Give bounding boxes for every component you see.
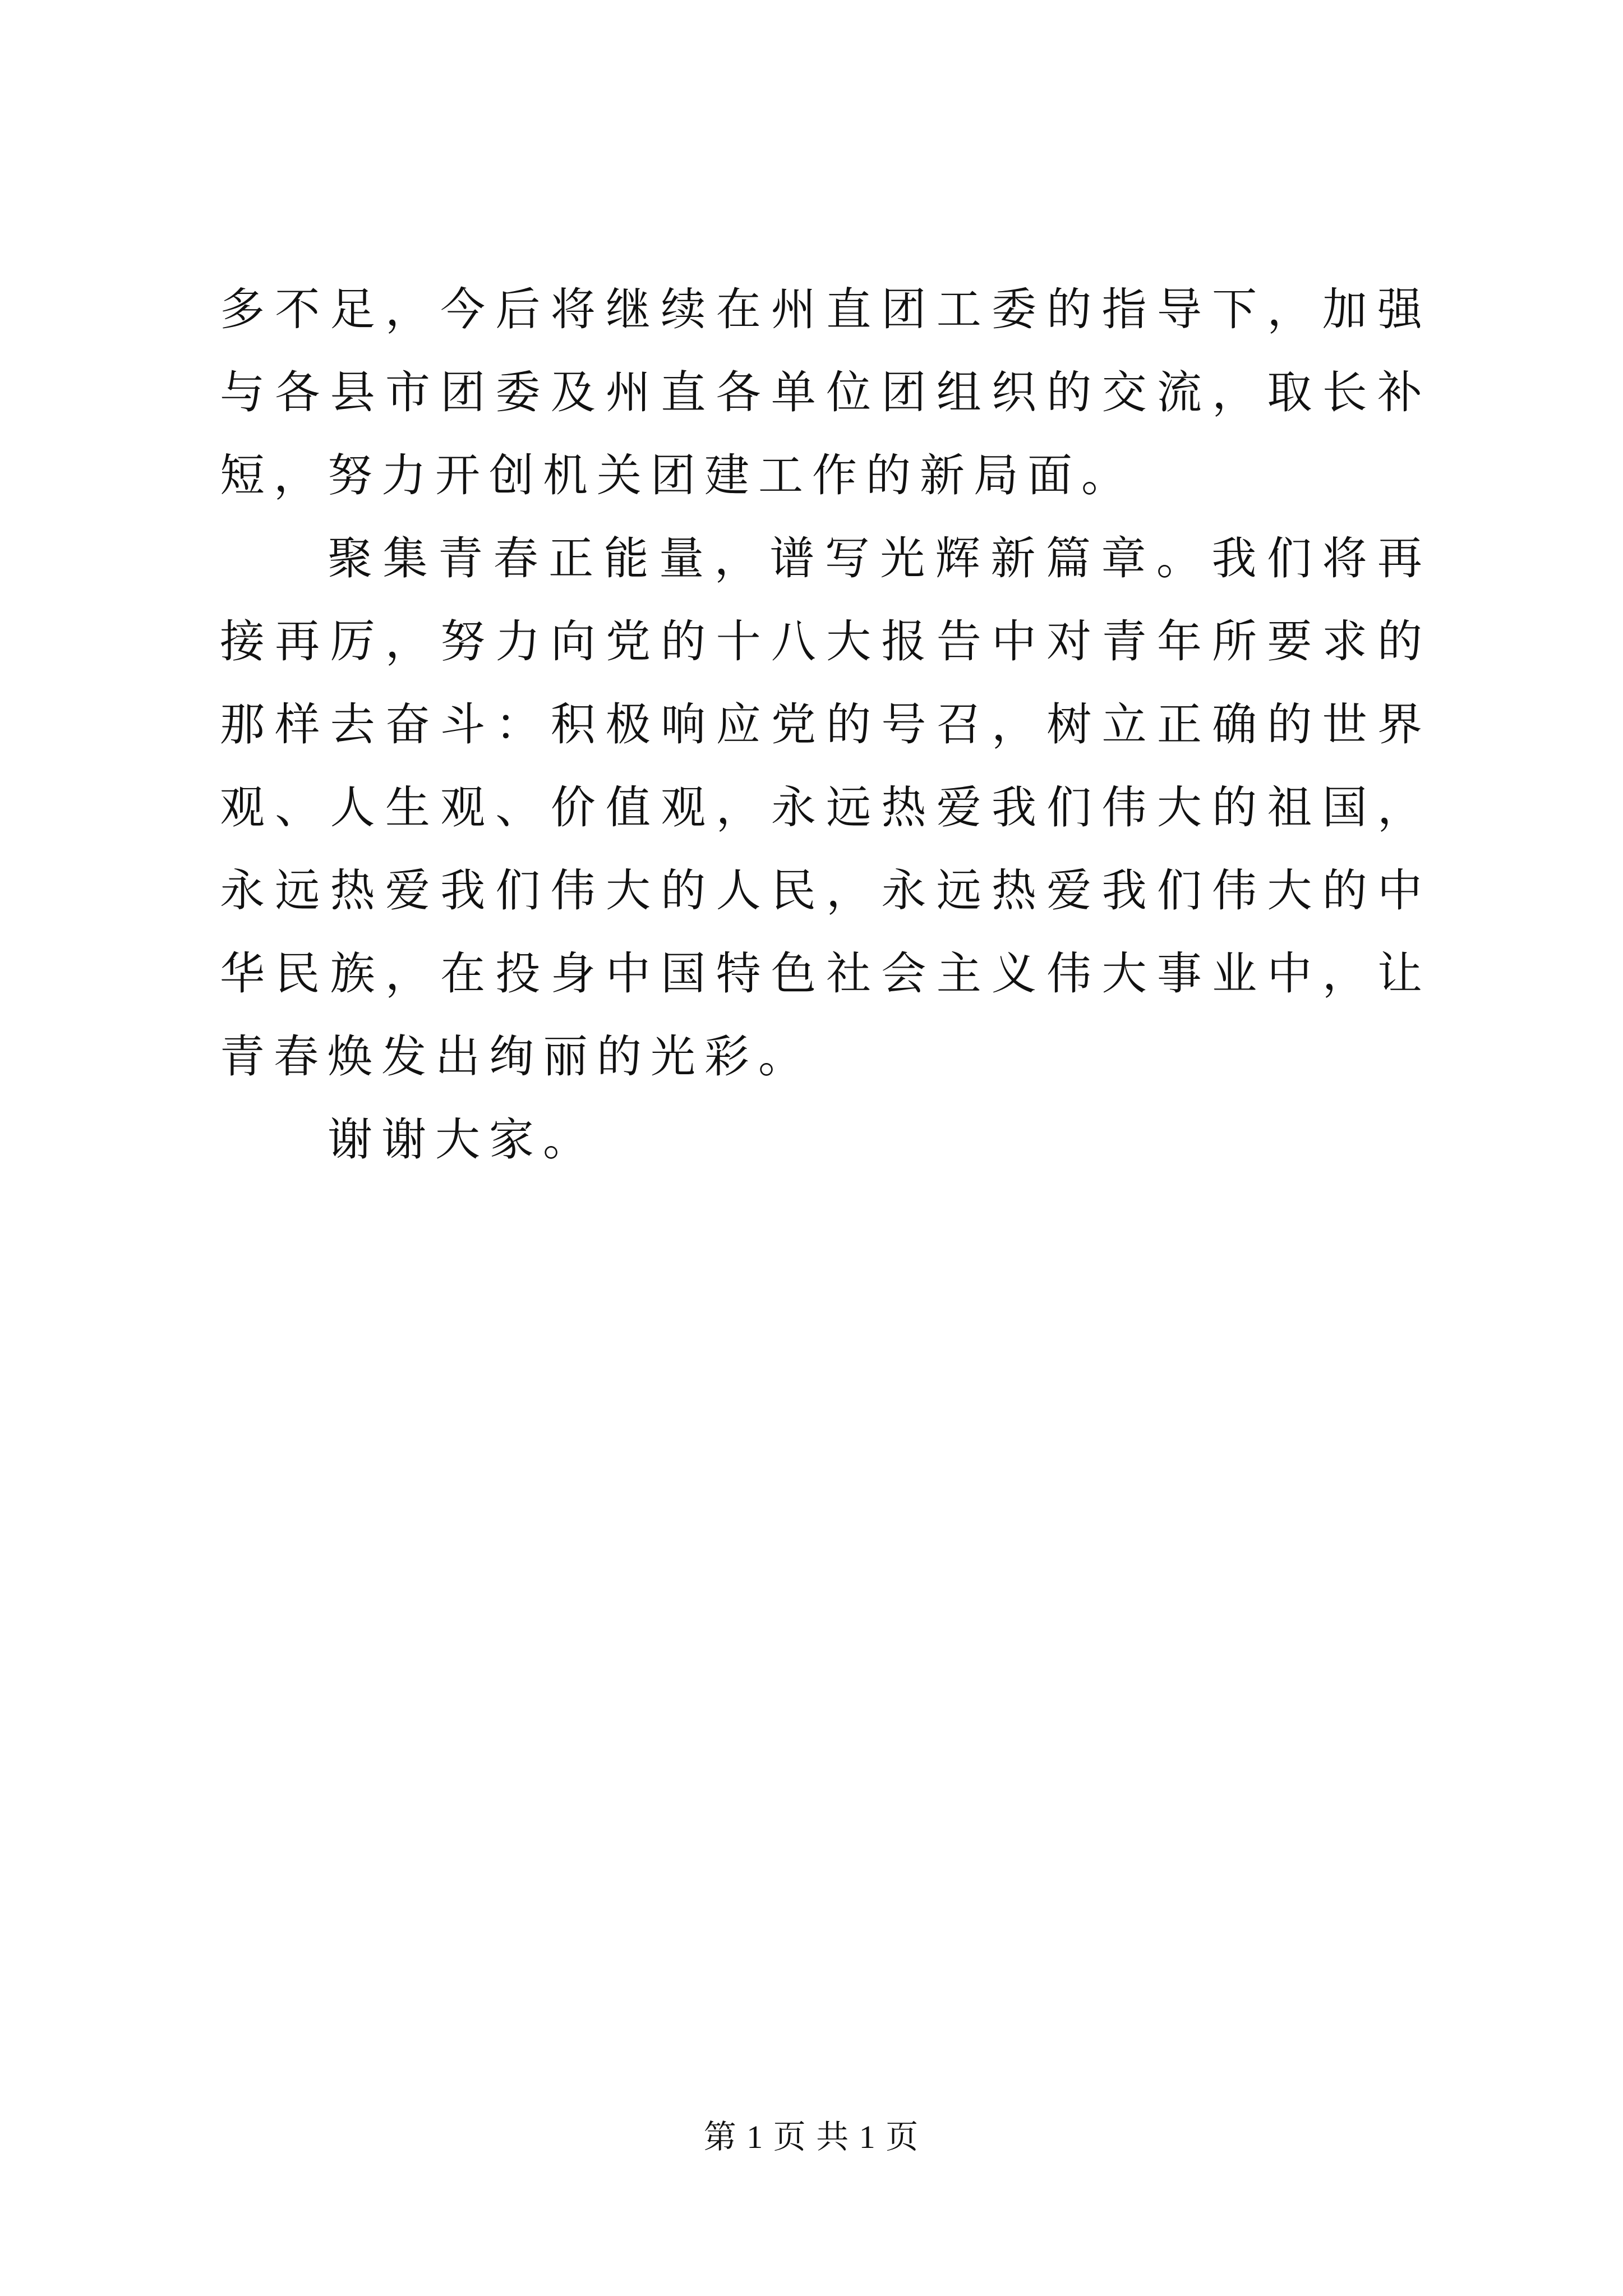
paragraph-thanks: 谢谢大家。	[328, 1114, 597, 1166]
paragraph-closing-pledge: 聚集青春正能量，谱写光辉新篇章。我们将再接再厉，努力向党的十八大报告中对青年所要求的那样去奋斗：积极响应党的号召，树立正确的世界观、人生观、价值观，永远热爱我们伟大的祖国，永远热爱我们伟大的人民，永远热爱我们伟大的中华民族，在投身中国特色社会主义伟大事业中，让青春焕发出绚丽的光彩。	[220, 532, 1431, 1083]
document-body	[220, 268, 1431, 1181]
page-number-footer: 第 1 页 共 1 页	[703, 2119, 920, 2155]
paragraph-continuation: 多不足，今后将继续在州直团工委的指导下，加强与各县市团委及州直各单位团组织的交流，取长补短，努力开创机关团建工作的新局面。	[220, 283, 1431, 501]
